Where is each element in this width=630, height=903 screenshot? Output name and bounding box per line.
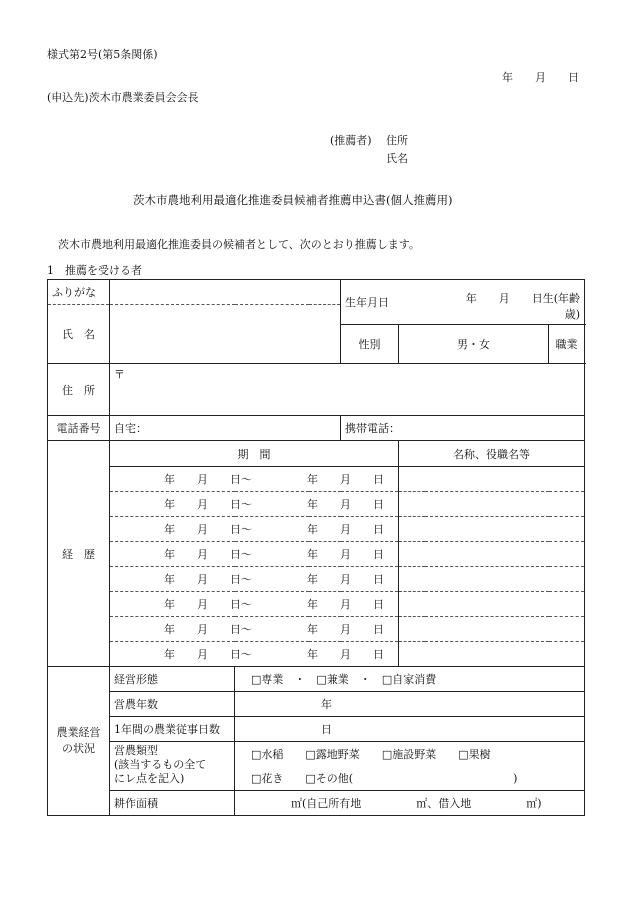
farm-status-label: 農業経営の状況 [48,667,110,816]
checkbox-fruit[interactable]: □ 果樹 [458,748,490,761]
section-heading: 1 推薦を受ける者 [47,264,142,277]
career-position-cell[interactable] [399,517,585,542]
document-title: 茨木市農地利用最適化推進委員候補者推薦申込書(個人推薦用) [133,193,453,207]
recommendation-form-table [47,279,602,816]
years-label: 営農年数 [110,692,235,717]
checkbox-open-vegetables[interactable]: □ 露地野菜 [305,748,359,761]
home-phone[interactable]: 自宅： [110,416,341,441]
address-label: 住 所 [48,364,110,416]
birth-label: 生年月日 [341,280,425,325]
intro-text: 茨木市農地利用最適化推進委員の候補者として、次のとおり推薦します。 [58,238,420,251]
career-period-row[interactable]: 年 月 日～ 年 月 日 [110,617,399,642]
mobile-phone[interactable]: 携帯電話： [341,416,585,441]
type-options-row2: □ 花き □ その他( ) [235,766,585,791]
career-period-row[interactable]: 年 月 日～ 年 月 日 [110,567,399,592]
years-value[interactable]: 年 [235,692,585,717]
area-label: 耕作面積 [110,791,235,816]
career-position-cell[interactable] [399,567,585,592]
days-value[interactable]: 日 [235,717,585,742]
days-label: 1年間の農業従事日数 [110,717,235,742]
career-position-cell[interactable] [399,592,585,617]
career-period-row[interactable]: 年 月 日～ 年 月 日 [110,592,399,617]
position-header: 名称、役職名等 [399,441,585,467]
career-position-cell[interactable] [399,492,585,517]
name-value[interactable] [110,305,341,364]
date-line: 年 月 日 [502,71,579,84]
checkbox-other[interactable]: □ その他( [305,772,353,785]
checkbox-selfuse[interactable]: □ 自家消費 [382,673,436,686]
mgmt-label: 経営形態 [110,667,235,692]
name-label: 氏 名 [48,305,110,364]
period-header: 期 間 [110,441,399,467]
recommender-name-label: 氏名 [386,152,408,165]
furigana-label: ふりがな [48,280,110,305]
career-position-cell[interactable] [399,642,585,667]
area-value[interactable]: ㎡(自己所有地 ㎡、借入地 ㎡) [235,791,585,816]
form-number: 様式第2号(第5条関係) [47,48,158,61]
addressee: (申込先)茨木市農業委員会会長 [47,91,199,104]
checkbox-rice[interactable]: □ 水稲 [251,748,283,761]
checkbox-greenhouse-vegetables[interactable]: □ 施設野菜 [382,748,436,761]
checkbox-fulltime[interactable]: □ 専業 [251,673,283,686]
postal-mark: 〒 [114,368,125,381]
career-period-row[interactable]: 年 月 日～ 年 月 日 [110,492,399,517]
mgmt-options: □ 専業 ・ □ 兼業 ・ □ 自家消費 [235,667,585,692]
job-label: 職業 [549,325,585,364]
recommender-address-label: 住所 [386,134,408,147]
career-position-cell[interactable] [399,467,585,492]
career-period-row[interactable]: 年 月 日～ 年 月 日 [110,542,399,567]
phone-label: 電話番号 [48,416,110,441]
sex-value[interactable]: 男・女 [399,325,549,364]
career-label: 経 歴 [48,441,110,667]
career-period-row[interactable]: 年 月 日～ 年 月 日 [110,467,399,492]
checkbox-parttime[interactable]: □ 兼業 [316,673,348,686]
furigana-value[interactable] [110,280,341,305]
address-value[interactable] [110,364,585,416]
checkbox-flowers[interactable]: □ 花き [251,772,283,785]
birth-value[interactable]: 年 月 日生(年齢 歳) [425,280,585,325]
career-period-row[interactable]: 年 月 日～ 年 月 日 [110,642,399,667]
career-period-row[interactable]: 年 月 日～ 年 月 日 [110,517,399,542]
type-label: 営農類型 (該当するもの全て にレ点を記入) [110,742,235,791]
sex-label: 性別 [341,325,399,364]
career-position-cell[interactable] [399,617,585,642]
type-options-row1 [235,742,585,767]
career-position-cell[interactable] [399,542,585,567]
recommender-label: (推薦者) [330,134,372,147]
